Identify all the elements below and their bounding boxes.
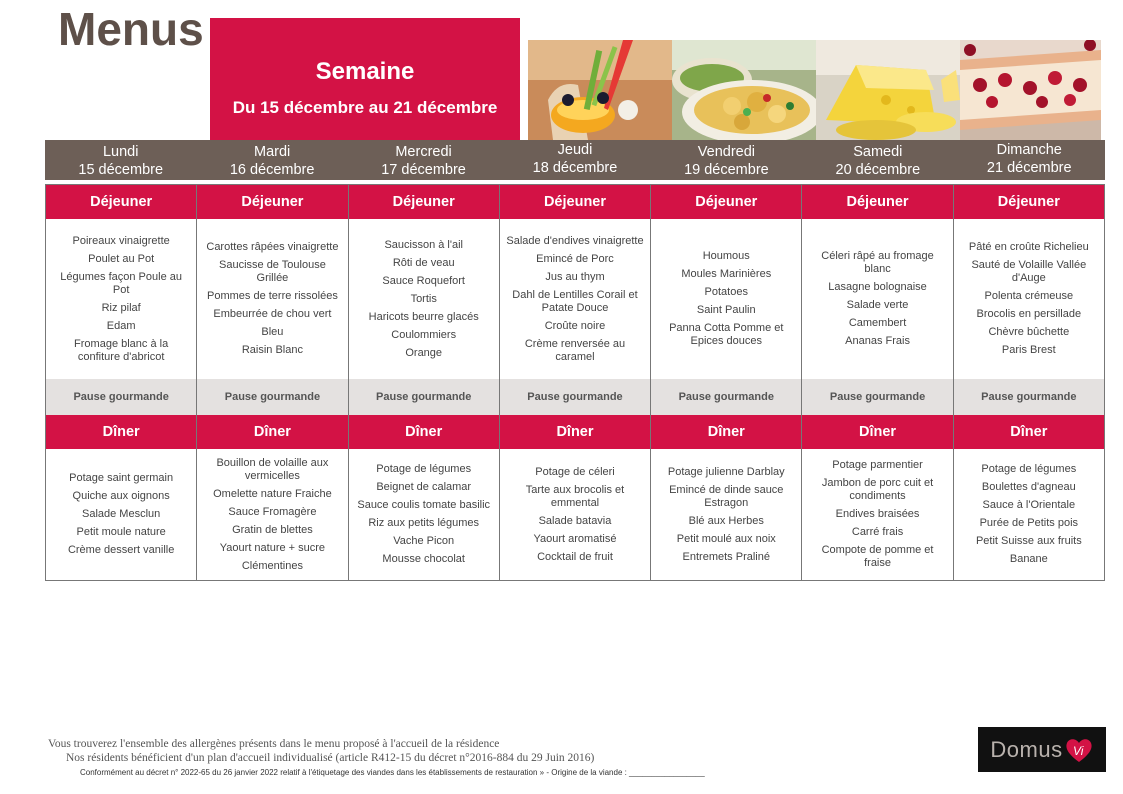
menu-item: Beignet de calamar (376, 481, 472, 493)
allergen-note: Vous trouverez l'ensemble des allergènes présents dans le menu proposé à l'accueil de la résidence (48, 738, 500, 750)
menu-item: Sauce coulis tomate basilic (357, 499, 491, 511)
menu-item: Salade verte (846, 299, 909, 311)
menu-item: Entremets Praliné (682, 550, 770, 563)
menu-item: Dahl de Lentilles Corail et Patate Douce (512, 288, 638, 314)
menu-item: Houmous (702, 250, 750, 262)
menu-item: Saucisson à l'ail (384, 238, 463, 251)
menu-item: Endives braisées (835, 508, 920, 520)
menu-item: Edam (106, 319, 136, 332)
menu-item: Fromage blanc à la confiture d'abricot (74, 337, 169, 363)
menu-item: Tarte aux brocolis et emmental (525, 483, 625, 509)
week-label: Semaine (315, 58, 415, 85)
lunch-header: Déjeuner (349, 185, 499, 219)
menu-item: Ananas Frais (845, 335, 910, 347)
menu-item: Potatoes (704, 286, 748, 298)
snack-row: Pause gourmande (46, 379, 196, 415)
menu-item: Légumes façon Poule au Pot (60, 270, 182, 296)
menu-item: Coulommiers (391, 328, 457, 341)
menu-item: Riz aux petits légumes (368, 517, 480, 529)
dinner-items (802, 449, 952, 580)
menu-item: Polenta crémeuse (984, 290, 1074, 302)
menu-item: Yaourt aromatisé (533, 532, 617, 545)
lunch-header: Déjeuner (802, 185, 952, 219)
lunch-header: Déjeuner (197, 185, 347, 219)
menu-item: Poulet au Pot (88, 252, 155, 265)
menu-item: Banane (1009, 553, 1048, 565)
dinner-header: Dîner (500, 415, 650, 449)
menu-item: Brocolis en persillade (976, 308, 1082, 320)
page-title: Menus (58, 3, 204, 55)
day-column (197, 184, 348, 581)
heart-vi-icon (1064, 735, 1094, 765)
menu-item: Chèvre bûchette (988, 326, 1070, 338)
menu-item: Salade d'endives vinaigrette (506, 234, 644, 247)
menu-grid (45, 184, 1105, 581)
menu-item: Saucisse de Toulouse Grillée (219, 259, 326, 284)
menu-item: Crème renversée au caramel (524, 337, 626, 363)
lunch-items (500, 219, 650, 379)
day-column (45, 184, 197, 581)
menu-item: Petit Suisse aux fruits (975, 535, 1082, 547)
menu-item: Rôti de veau (392, 256, 455, 269)
menu-item: Mousse chocolat (382, 553, 465, 565)
dinner-items (197, 449, 347, 580)
menu-item: Potage saint germain (69, 472, 174, 484)
day-header-bar (45, 140, 1105, 180)
lunch-items (197, 219, 347, 379)
menu-item: Sauce à l'Orientale (982, 499, 1076, 511)
menu-item: Potage de légumes (376, 463, 472, 475)
dinner-header: Dîner (197, 415, 347, 449)
snack-row: Pause gourmande (954, 379, 1104, 415)
day-column (500, 184, 651, 581)
menu-item: Emincé de Porc (536, 252, 614, 265)
dinner-items (500, 449, 650, 580)
menu-item: Boulettes d'agneau (981, 481, 1076, 493)
menu-item: Tortis (410, 292, 437, 305)
day-header: Dimanche 21 décembre (986, 142, 1072, 176)
lunch-header: Déjeuner (46, 185, 196, 219)
menu-item: Compote de pomme et fraise (821, 544, 934, 569)
menu-item: Camembert (848, 317, 907, 329)
svg-text:Vi: Vi (1072, 743, 1084, 758)
menu-item: Emincé de dinde sauce Estragon (669, 483, 784, 509)
reception-plan-note: Nos résidents bénéficient d'un plan d'accueil individualisé (article R412-15 du décret n°2016-884 du 29 Juin 2016) (66, 752, 595, 764)
menu-item: Potage de légumes (981, 463, 1077, 475)
menu-item: Gratin de blettes (232, 523, 313, 536)
menu-item: Cocktail de fruit (537, 550, 613, 563)
snack-row: Pause gourmande (802, 379, 952, 415)
lunch-items (46, 219, 196, 379)
lunch-header: Déjeuner (954, 185, 1104, 219)
menu-item: Orange (405, 346, 443, 359)
logo-text: Domus (990, 736, 1063, 762)
snack-row: Pause gourmande (651, 379, 801, 415)
menu-item: Vache Picon (393, 535, 455, 547)
lunch-items (349, 219, 499, 379)
menu-item: Bleu (261, 326, 284, 338)
menu-item: Céleri râpé au fromage blanc (821, 250, 934, 275)
day-column (802, 184, 953, 581)
menu-item: Potage de céleri (535, 465, 615, 478)
menu-item: Omelette nature Fraiche (213, 487, 332, 500)
menu-item: Salade batavia (538, 514, 612, 527)
dinner-items (349, 449, 499, 580)
menu-item: Pâté en croûte Richelieu (968, 241, 1089, 253)
dinner-header: Dîner (46, 415, 196, 449)
snack-row: Pause gourmande (349, 379, 499, 415)
day-header: Samedi 20 décembre (835, 144, 921, 178)
snack-row: Pause gourmande (500, 379, 650, 415)
menu-item: Bouillon de volaille aux vermicelles (216, 456, 329, 482)
menu-item: Jus au thym (545, 270, 605, 283)
menu-item: Raisin Blanc (241, 344, 303, 356)
lunch-header: Déjeuner (651, 185, 801, 219)
menu-item: Embeurrée de chou vert (213, 308, 332, 320)
menu-item: Pommes de terre rissolées (207, 290, 338, 302)
menu-item: Haricots beurre glacés (368, 310, 479, 323)
menu-item: Sauté de Volaille Vallée d'Auge (971, 259, 1087, 284)
menu-item: Crème dessert vanille (67, 544, 175, 556)
menu-item: Potage julienne Darblay (667, 465, 785, 478)
cheese-photo (816, 40, 960, 140)
day-header: Jeudi 18 décembre (532, 142, 618, 176)
day-header: Mercredi 17 décembre (381, 144, 466, 178)
menu-item: Poireaux vinaigrette (72, 234, 170, 247)
day-column (349, 184, 500, 581)
cherry-clafoutis-photo (960, 40, 1101, 140)
day-header: Mardi 16 décembre (229, 144, 315, 178)
menu-item: Saint Paulin (696, 304, 756, 316)
menu-item: Paris Brest (1001, 344, 1056, 356)
snack-row: Pause gourmande (197, 379, 347, 415)
menu-item: Petit moule nature (76, 526, 166, 538)
menu-item: Petit moulé aux noix (676, 532, 776, 545)
day-column (954, 184, 1105, 581)
menu-item: Carré frais (851, 526, 904, 538)
menu-item: Jambon de porc cuit et condiments (821, 477, 934, 502)
menu-item: Riz pilaf (101, 301, 141, 314)
dessert-verrine-photo (528, 40, 672, 140)
dinner-items (954, 449, 1104, 580)
menu-item: Croûte noire (544, 319, 606, 332)
dinner-header: Dîner (651, 415, 801, 449)
lunch-header: Déjeuner (500, 185, 650, 219)
menu-item: Yaourt nature + sucre (219, 541, 326, 554)
menu-item: Quiche aux oignons (72, 490, 170, 502)
day-header: Vendredi 19 décembre (684, 144, 769, 178)
menu-item: Panna Cotta Pomme et Epices douces (669, 322, 784, 347)
dinner-header: Dîner (954, 415, 1104, 449)
lunch-items (954, 219, 1104, 379)
menu-item: Purée de Petits pois (979, 517, 1079, 529)
dinner-header: Dîner (349, 415, 499, 449)
day-column (651, 184, 802, 581)
menu-item: Clémentines (241, 559, 303, 572)
week-banner (210, 18, 520, 140)
dinner-items (46, 449, 196, 580)
menu-item: Lasagne bolognaise (828, 281, 927, 293)
pasta-salad-photo (672, 40, 816, 140)
date-range: Du 15 décembre au 21 décembre (232, 98, 498, 117)
menu-item: Salade Mesclun (82, 508, 161, 520)
dinner-header: Dîner (802, 415, 952, 449)
lunch-items (651, 219, 801, 379)
menu-item: Moules Marinières (681, 268, 772, 280)
menu-item: Carottes râpées vinaigrette (206, 241, 339, 253)
day-header: Lundi 15 décembre (78, 144, 164, 178)
lunch-items (802, 219, 952, 379)
menu-item: Sauce Roquefort (382, 274, 465, 287)
menu-item: Blé aux Herbes (688, 514, 764, 527)
domusvi-logo (978, 727, 1106, 772)
menu-item: Potage parmentier (832, 459, 923, 471)
meat-origin-note: Conformément au décret n° 2022-65 du 26 janvier 2022 relatif à l'étiquetage des viandes dans les établissements de restauration » - Origine de la viande : _________________ (80, 768, 705, 777)
menu-item: Sauce Fromagère (228, 505, 317, 518)
dinner-items (651, 449, 801, 580)
